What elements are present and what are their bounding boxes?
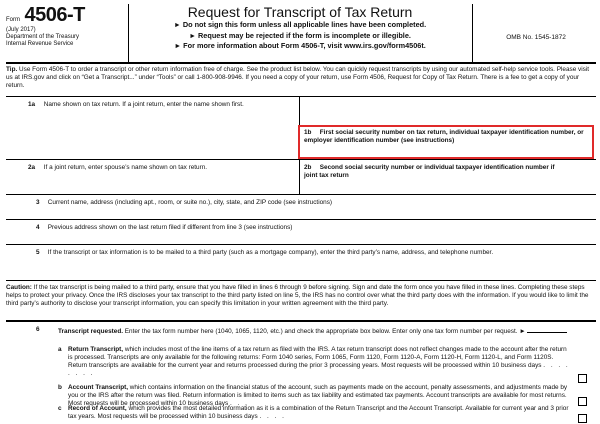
instruction-line-3: ► For more information about Form 4506-T, visit www.irs.gov/form4506t. <box>174 41 426 50</box>
arrow-right-icon: ► <box>189 32 196 40</box>
tip-paragraph: Tip. Use Form 4506-T to order a transcript or other return information free of charge. See the product list below. You can quickly request transcripts by using our automated self-help service tools. Please visit us at IRS.gov and click on “Get a Transcript...” under “Tools” or call 1-800-908-9946. If you need a copy of your return, use Form 4506, Request for Copy of Tax Return. There is a fee to get a copy of your return. <box>6 66 590 90</box>
header-divider-right <box>472 4 473 62</box>
form-number-input[interactable] <box>527 326 567 333</box>
return-transcript-checkbox[interactable] <box>578 374 587 383</box>
field-3[interactable]: 3 Current name, address (including apt., room, or suite no.), city, state, and ZIP code (see instructions) <box>36 199 333 206</box>
option-6a: a Return Transcript, which includes most of the line items of a tax return as filed with the IRS. A tax return transcript does not reflect changes made to the account after the return is processed. Transcripts are only available for the following returns: Form 1040 series, Form 1065, Form 1120, Form 1120-A, Form 1120-H, Form 1120-L, and Form 1120S. Return transcripts are available for the current year and returns processed during the prior 3 processing years. Most requests will be processed within 10 business days . . . . . . . . <box>58 346 570 377</box>
instruction-line-1: ► Do not sign this form unless all applicable lines have been completed. <box>173 20 427 29</box>
field-4[interactable]: 4 Previous address shown on the last return filed if different from line 3 (see instructions) <box>36 224 293 231</box>
form-title-block <box>130 4 470 52</box>
header-divider-left <box>128 4 129 62</box>
caution-paragraph: Caution: If the tax transcript is being mailed to a third party, ensure that you have filled in lines 6 through 9 before signing. Sign and date the form once you have filled in these lines. Completing these steps helps to protect your privacy. Once the IRS discloses your tax transcript to the third party listed on line 5, the IRS has no control over what the third party does with the information. If you would like to limit the third party’s authority to disclose your transcript information, you can specify this limitation in your written agreement with the third party. <box>6 284 589 308</box>
agency: Internal Revenue Service <box>6 41 74 47</box>
omb-number: OMB No. 1545-1872 <box>506 34 566 41</box>
form-number: 4506-T <box>24 4 85 26</box>
field-5[interactable]: 5 If the transcript or tax information is to be mailed to a third party (such as a mortgage company), enter the third party’s name, address, and telephone number. <box>36 249 494 256</box>
field-1a[interactable]: 1a Name shown on tax return. If a joint return, enter the name shown first. <box>28 101 244 108</box>
field-2a[interactable]: 2a If a joint return, enter spouse’s name shown on tax return. <box>28 164 208 171</box>
arrow-right-icon: ► <box>519 328 526 335</box>
divider <box>6 96 596 97</box>
arrow-right-icon: ► <box>174 43 182 50</box>
record-of-account-checkbox[interactable] <box>578 414 587 423</box>
option-6b: b Account Transcript, which contains information on the financial status of the account, such as payments made on the account, penalty assessments, and adjustments made by you or the IRS after the return was filed. Return information is limited to items such as tax liability and estimated tax payments. Account transcripts are available for most returns. Most requests will be processed within 10 business days . . . <box>58 384 568 407</box>
form-word: Form <box>6 17 20 23</box>
highlight-box <box>298 125 594 159</box>
divider <box>6 62 596 64</box>
form-title: Request for Transcript of Tax Return <box>187 4 413 20</box>
department: Department of the Treasury <box>6 34 80 40</box>
arrow-right-icon: ► <box>173 22 181 29</box>
divider <box>6 244 596 245</box>
field-1b[interactable]: 1b First social security number on tax return, individual taxpayer identification number, or employer identification number (see instructions) <box>304 129 584 144</box>
field-2b[interactable]: 2b Second social security number or individual taxpayer identification number if joint tax return <box>304 164 555 179</box>
field-divider <box>299 160 300 194</box>
line-6: 6 Transcript requested. Enter the tax form number here (1040, 1065, 1120, etc.) and check the appropriate box below. Enter only one tax form number per request. ► <box>6 326 596 344</box>
divider <box>6 219 596 220</box>
form-revision: (July 2017) <box>6 27 36 33</box>
divider <box>6 159 596 160</box>
option-6c: c Record of Account, which provides the most detailed information as it is a combination of the Return Transcript and the Account Transcript. Available for current year and 3 prior tax years. Most requests will be processed within 10 business days . . . . <box>58 405 569 420</box>
form-id-block <box>6 4 126 48</box>
divider <box>6 320 596 322</box>
divider <box>6 194 596 195</box>
instruction-line-2: ► Request may be rejected if the form is incomplete or illegible. <box>189 30 411 40</box>
divider <box>6 280 596 281</box>
